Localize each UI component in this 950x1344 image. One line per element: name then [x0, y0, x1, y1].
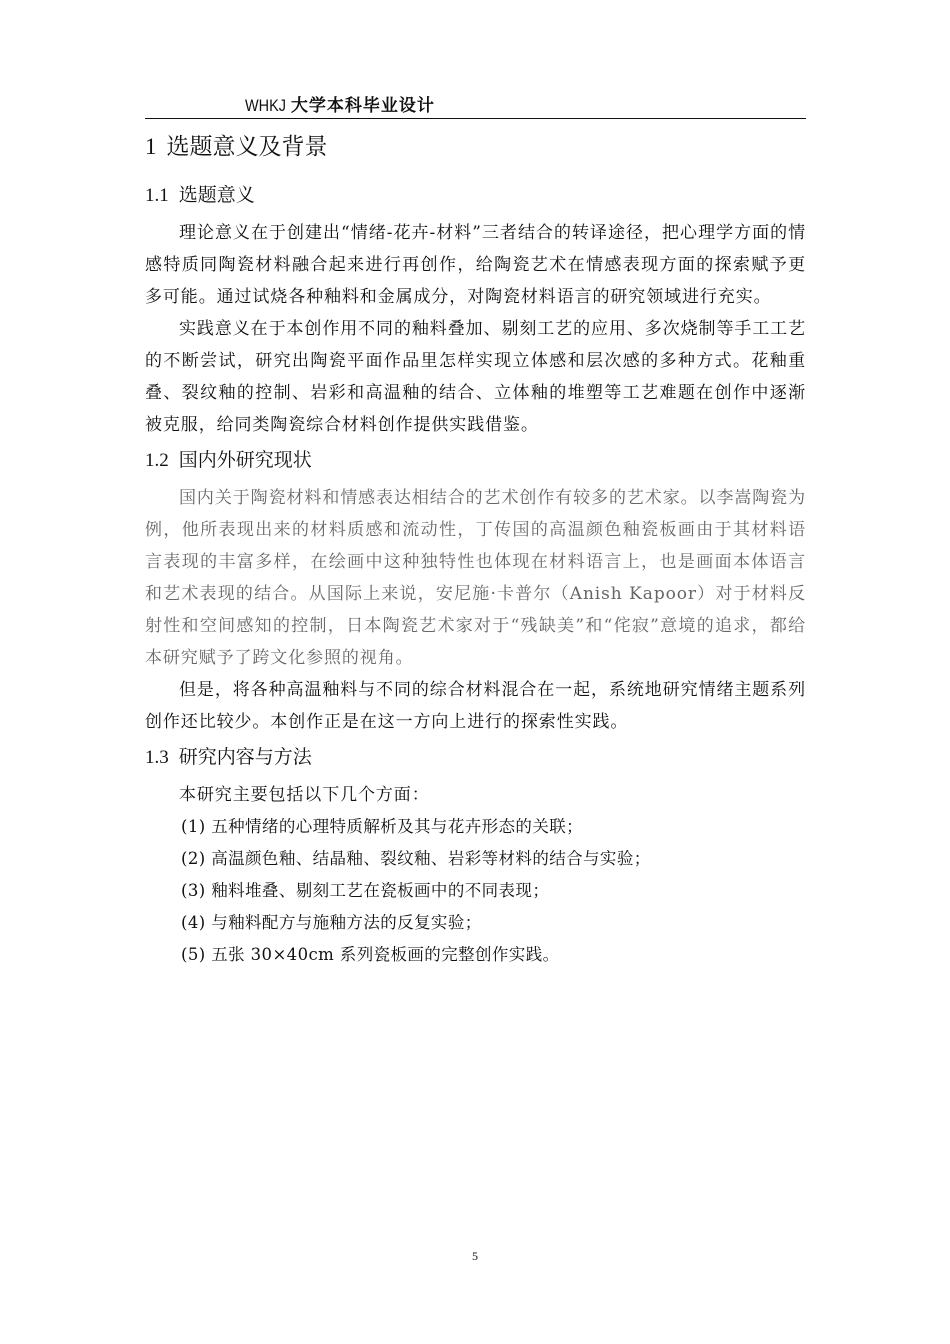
- page-number: 5: [472, 1249, 478, 1263]
- header-title: [245, 94, 435, 118]
- list-item: (2) 高温颜色釉、结晶釉、裂纹釉、岩彩等材料的结合与实验；: [181, 849, 651, 868]
- section-heading-1-2: [145, 445, 806, 476]
- paragraph-theory: 理论意义在于创建出“情绪-花卉-材料”三者结合的转译途径，把心理学方面的情感特质同陶瓷材料融合起来进行再创作，给陶瓷艺术在情感表现方面的探索赋予更多可能。通过试烧各种釉料和金属成分，对陶瓷材料语言的研究领域进行充实。: [145, 223, 806, 307]
- paragraph-domestic-international: 国内关于陶瓷材料和情感表达相结合的艺术创作有较多的艺术家。以李嵩陶瓷为例，他所表现出来的材料质感和流动性，丁传国的高温颜色釉瓷板画由于其材料语言表现的丰富多样，在绘画中这种独特性也体现在材料语言上，也是画面本体语言和艺术表现的结合。从国际上来说，安尼施·卡普尔（Anish Kapoor）对于材料反射性和空间感知的控制，日本陶瓷艺术家对于“残缺美”和“侘寂”意境的追求，都给本研究赋予了跨文化参照的视角。: [145, 488, 806, 668]
- page-header: [145, 94, 806, 120]
- section-title: 研究内容与方法: [178, 746, 312, 768]
- page-content: [145, 130, 806, 971]
- list-item: (1) 五种情绪的心理特质解析及其与花卉形态的关联；: [181, 817, 584, 836]
- paragraph-practice: 实践意义在于本创作用不同的釉料叠加、剔刻工艺的应用、多次烧制等手工工艺的不断尝试，研究出陶瓷平面作品里怎样实现立体感和层次感的多种方式。花釉重叠、裂纹釉的控制、岩彩和高温釉的结合、立体釉的堆塑等工艺难题在创作中逐渐被克服，给同类陶瓷综合材料创作提供实践借鉴。: [145, 319, 806, 435]
- list-item: (5) 五张 30×40cm 系列瓷板画的完整创作实践。: [181, 945, 560, 964]
- header-latin: WHKJ: [245, 96, 286, 115]
- chapter-title: 选题意义及背景: [166, 134, 328, 160]
- section-title: 国内外研究现状: [178, 449, 312, 471]
- section-heading-1-1: [145, 180, 806, 211]
- paragraph-intro: 本研究主要包括以下几个方面：: [179, 785, 430, 805]
- list-item: (3) 釉料堆叠、剔刻工艺在瓷板画中的不同表现；: [181, 881, 550, 900]
- paragraph-gap: 但是，将各种高温釉料与不同的综合材料混合在一起，系统地研究情绪主题系列创作还比较少。本创作正是在这一方向上进行的探索性实践。: [145, 680, 806, 732]
- section-number: 1.1: [145, 185, 169, 206]
- section-number: 1.3: [145, 747, 169, 768]
- header-chinese: 大学本科毕业设计: [290, 96, 435, 116]
- chapter-heading: [145, 130, 806, 164]
- chapter-number: 1: [145, 134, 157, 159]
- header-rule: [145, 118, 806, 119]
- research-items-list: [145, 811, 806, 971]
- section-number: 1.2: [145, 450, 169, 471]
- list-item: (4) 与釉料配方与施釉方法的反复实验；: [181, 913, 482, 932]
- section-title: 选题意义: [178, 184, 255, 206]
- section-heading-1-3: [145, 742, 806, 773]
